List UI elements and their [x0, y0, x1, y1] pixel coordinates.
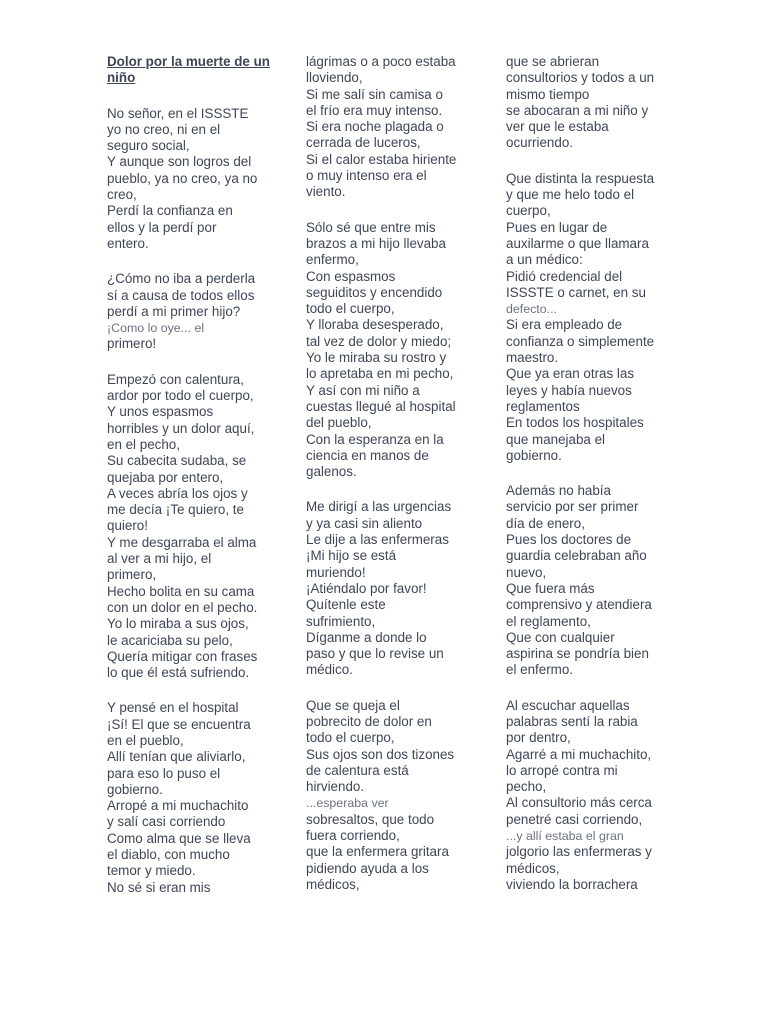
- verse-line: Yo le miraba su rostro y: [306, 350, 447, 366]
- stanza: [306, 220, 474, 481]
- verse-line: Además no había: [506, 483, 611, 499]
- verse-line: primero,: [107, 567, 157, 583]
- verse-line: primero!: [107, 336, 157, 352]
- verse-line: Si era empleado de: [506, 317, 623, 333]
- verse-line: Le dije a las enfermeras: [306, 532, 449, 548]
- verse-line: muriendo!: [306, 564, 366, 580]
- verse-line: leyes y había nuevos: [506, 382, 632, 398]
- verse-line: ISSSTE o carnet, en su: [506, 284, 646, 300]
- verse-line: viviendo la borrachera: [506, 876, 638, 892]
- verse-line: Que fuera más: [506, 580, 595, 596]
- verse-line: ¡Atiéndalo por favor!: [306, 580, 427, 596]
- verse-line: lágrimas o a poco estaba: [306, 54, 456, 69]
- verse-line: confianza o simplemente: [506, 333, 655, 349]
- verse-line: perdí a mi primer hijo?: [107, 303, 241, 319]
- poem-title: Dolor por la muerte de un niño: [107, 54, 270, 86]
- verse-line: cuerpo,: [506, 203, 551, 219]
- verse-line: enfermo,: [306, 252, 359, 268]
- verse-line: día de enero,: [506, 515, 585, 531]
- verse-line: quiero!: [107, 518, 148, 534]
- verse-line: Que ya eran otras las: [506, 366, 635, 382]
- verse-line: que la enfermera gritara: [306, 844, 449, 860]
- verse-line: tal vez de dolor y miedo;: [306, 333, 452, 349]
- verse-line: gobierno.: [107, 781, 163, 797]
- verse-line: Al escuchar aquellas: [506, 697, 630, 713]
- verse-line: lo que él está sufriendo.: [107, 665, 250, 681]
- verse-line: Que distinta la respuesta: [506, 170, 655, 186]
- verse-line: guardia celebraban año: [506, 548, 647, 564]
- verse-line: Agarré a mi muchachito,: [506, 746, 652, 762]
- verse-line: servicio por ser primer: [506, 499, 639, 515]
- verse-line: para eso lo puso el: [107, 765, 221, 781]
- verse-line: Como alma que se lleva: [107, 830, 251, 846]
- verse-line: palabras sentí la rabia: [506, 713, 638, 729]
- verse-line: Me dirigí a las urgencias: [306, 499, 452, 515]
- verse-line: Díganme a donde lo: [306, 629, 427, 645]
- verse-line: hirviendo.: [306, 779, 365, 795]
- stanza: [107, 271, 275, 352]
- verse-line: Que se queja el: [306, 697, 400, 713]
- verse-line: ¡Como lo oye... el: [107, 321, 205, 336]
- verse-line: que se abrieran: [506, 54, 600, 69]
- verse-line: entero.: [107, 235, 149, 251]
- verse-line: cerrada de luceros,: [306, 135, 421, 151]
- verse-line: No señor, en el ISSSTE: [107, 105, 249, 121]
- verse-line: En todos los hospitales: [506, 415, 644, 431]
- verse-line: todo el cuerpo,: [306, 301, 395, 317]
- stanza: [306, 54, 474, 201]
- verse-line: lo apretaba en mi pecho,: [306, 366, 454, 382]
- verse-line: Al consultorio más cerca: [506, 795, 652, 811]
- verse-line: quejaba por entero,: [107, 469, 224, 485]
- verse-line: ...esperaba ver: [306, 796, 389, 811]
- verse-line: yo no creo, ni en el: [107, 121, 221, 137]
- verse-line: comprensivo y atendiera: [506, 597, 652, 613]
- verse-line: del pueblo,: [306, 415, 372, 431]
- verse-line: lo arropé contra mi: [506, 762, 618, 778]
- verse-line: defecto...: [506, 302, 557, 317]
- verse-line: el reglamento,: [506, 613, 591, 629]
- verse-line: Pues en lugar de: [506, 219, 608, 235]
- verse-line: Si el calor estaba hiriente: [306, 151, 457, 167]
- verse-line: jolgorio las enfermeras y: [506, 844, 652, 860]
- verse-line: nuevo,: [506, 564, 547, 580]
- verse-line: Pues los doctores de: [506, 532, 632, 548]
- stanza: [107, 700, 275, 896]
- verse-line: el enfermo.: [506, 662, 573, 678]
- verse-line: sí a causa de todos ellos: [107, 287, 255, 303]
- verse-line: pobrecito de dolor en: [306, 713, 432, 729]
- verse-line: Quería mitigar con frases: [107, 648, 258, 664]
- verse-line: el diablo, con mucho: [107, 847, 230, 863]
- verse-line: en el pueblo,: [107, 732, 184, 748]
- verse-line: Pidió credencial del: [506, 268, 623, 284]
- verse-line: médicos,: [506, 860, 560, 876]
- verse-line: con un dolor en el pecho.: [107, 599, 258, 615]
- verse-line: Y lloraba desesperado,: [306, 317, 444, 333]
- verse-line: Yo lo miraba a sus ojos,: [107, 616, 249, 632]
- verse-line: cuestas llegué al hospital: [306, 398, 456, 414]
- verse-line: ellos y la perdí por: [107, 219, 217, 235]
- verse-line: Sus ojos son dos tizones: [306, 746, 455, 762]
- verse-line: Su cabecita sudaba, se: [107, 453, 247, 469]
- verse-line: Perdí la confianza en: [107, 203, 233, 219]
- verse-line: temor y miedo.: [107, 863, 196, 879]
- verse-line: médico.: [306, 662, 353, 678]
- verse-line: Sólo sé que entre mis: [306, 219, 436, 235]
- verse-line: lloviendo,: [306, 70, 363, 86]
- verse-line: Hecho bolita en su cama: [107, 583, 255, 599]
- verse-line: Y así con mi niño a: [306, 382, 420, 398]
- column-3: [506, 54, 676, 912]
- verse-line: mismo tiempo: [506, 86, 590, 102]
- verse-line: que manejaba el: [506, 431, 606, 447]
- verse-line: Y unos espasmos: [107, 404, 214, 420]
- verse-line: el frío era muy intenso.: [306, 102, 443, 118]
- verse-line: de calentura está: [306, 762, 409, 778]
- verse-line: pecho,: [506, 779, 547, 795]
- verse-line: brazos a mi hijo llevaba: [306, 235, 446, 251]
- verse-line: galenos.: [306, 464, 357, 480]
- verse-line: reglamentos: [506, 398, 580, 414]
- stanza: [506, 54, 676, 152]
- stanza: [506, 483, 676, 679]
- verse-line: pidiendo ayuda a los: [306, 860, 429, 876]
- verse-line: viento.: [306, 184, 346, 200]
- verse-line: seguiditos y encendido: [306, 284, 443, 300]
- verse-line: fuera corriendo,: [306, 828, 400, 844]
- verse-line: No sé si eran mis: [107, 879, 211, 895]
- verse-line: Y me desgarraba el alma: [107, 534, 257, 550]
- verse-line: pueblo, ya no creo, ya no: [107, 170, 258, 186]
- verse-line: ocurriendo.: [506, 135, 573, 151]
- verse-line: al ver a mi hijo, el: [107, 551, 212, 567]
- verse-line: aspirina se pondría bien: [506, 646, 649, 662]
- verse-line: creo,: [107, 187, 137, 203]
- verse-line: Quítenle este: [306, 597, 386, 613]
- verse-line: Que con cualquier: [506, 629, 615, 645]
- verse-line: Con espasmos: [306, 268, 396, 284]
- verse-line: sufrimiento,: [306, 613, 376, 629]
- verse-line: seguro social,: [107, 138, 190, 154]
- verse-line: paso y que lo revise un: [306, 646, 444, 662]
- verse-line: se abocaran a mi niño y: [506, 102, 649, 118]
- verse-line: a un médico:: [506, 252, 583, 268]
- verse-line: ver que le estaba: [506, 119, 609, 135]
- stanza: [306, 698, 474, 894]
- verse-line: ...y allí estaba el gran: [506, 829, 624, 844]
- verse-line: ardor por todo el cuerpo,: [107, 388, 254, 404]
- verse-line: por dentro,: [506, 730, 571, 746]
- stanza: [506, 171, 676, 464]
- verse-line: sobresaltos, que todo: [306, 811, 435, 827]
- verse-line: penetré casi corriendo,: [506, 811, 643, 827]
- stanza: [306, 499, 474, 678]
- verse-line: A veces abría los ojos y: [107, 485, 248, 501]
- verse-line: y ya casi sin aliento: [306, 515, 423, 531]
- verse-line: o muy intenso era el: [306, 168, 427, 184]
- verse-line: médicos,: [306, 876, 360, 892]
- verse-line: auxilarme o que llamara: [506, 235, 649, 251]
- verse-line: todo el cuerpo,: [306, 730, 395, 746]
- verse-line: Con la esperanza en la: [306, 431, 444, 447]
- verse-line: ¡Sí! El que se encuentra: [107, 716, 251, 732]
- verse-line: en el pecho,: [107, 436, 180, 452]
- column-1: [107, 54, 275, 915]
- verse-line: Si me salí sin camisa o: [306, 86, 443, 102]
- verse-line: gobierno.: [506, 447, 562, 463]
- stanza: [506, 698, 676, 894]
- verse-line: maestro.: [506, 350, 559, 366]
- verse-line: Allí tenían que aliviarlo,: [107, 749, 246, 765]
- verse-line: y salí casi corriendo: [107, 814, 226, 830]
- verse-line: me decía ¡Te quiero, te: [107, 502, 244, 518]
- verse-line: Empezó con calentura,: [107, 371, 244, 387]
- verse-line: Si era noche plagada o: [306, 119, 444, 135]
- stanza: [107, 372, 275, 682]
- verse-line: Y aunque son logros del: [107, 154, 252, 170]
- verse-line: Y pensé en el hospital: [107, 700, 239, 716]
- verse-line: ¿Cómo no iba a perderla: [107, 271, 256, 287]
- verse-line: horribles y un dolor aquí,: [107, 420, 255, 436]
- verse-line: ¡Mi hijo se está: [306, 548, 397, 564]
- verse-line: le acariciaba su pelo,: [107, 632, 233, 648]
- stanza: [107, 106, 275, 253]
- verse-line: Arropé a mi muchachito: [107, 798, 249, 814]
- verse-line: y que me helo todo el: [506, 187, 635, 203]
- column-2: [306, 54, 474, 912]
- verse-line: ciencia en manos de: [306, 447, 429, 463]
- verse-line: consultorios y todos a un: [506, 70, 655, 86]
